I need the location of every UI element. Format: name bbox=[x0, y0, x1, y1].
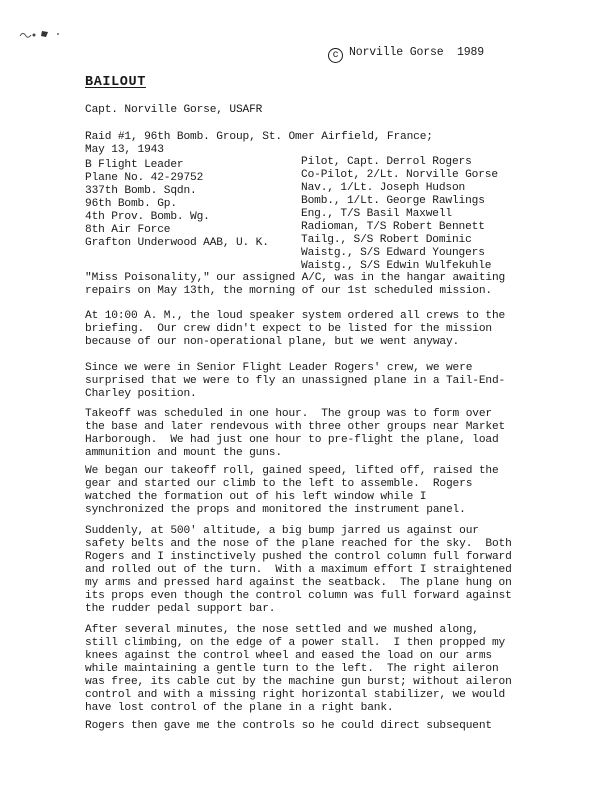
paragraph-8 bbox=[85, 720, 492, 733]
text-line: Rogers and I instinctively pushed the control column full forward bbox=[85, 551, 512, 563]
paragraph-6 bbox=[85, 525, 512, 616]
text-line: watched the formation out of his left window while I bbox=[85, 491, 427, 503]
paragraph-2 bbox=[85, 310, 505, 349]
crew-column bbox=[301, 156, 498, 273]
text-line: gear and started our climb to the left to assemble. Rogers bbox=[85, 478, 473, 490]
unit-line: Plane No. 42-29752 bbox=[85, 172, 204, 184]
scan-smudge-mark bbox=[18, 28, 66, 42]
crew-line: Tailg., S/S Robert Dominic bbox=[301, 234, 472, 246]
crew-line: Co-Pilot, 2/Lt. Norville Gorse bbox=[301, 169, 498, 181]
paragraph-4 bbox=[85, 408, 505, 460]
copyright-text: Norville Gorse 1989 bbox=[349, 46, 485, 59]
crew-line: Waistg., S/S Edwin Wulfekuhle bbox=[301, 260, 492, 272]
text-line: and rolled out of the turn. With a maximum effort I straightened bbox=[85, 564, 512, 576]
text-line: while maintaining a gentle turn to the left. The right aileron bbox=[85, 663, 499, 675]
text-line: have lost control of the plane in a right bank. bbox=[85, 702, 394, 714]
text-line: synchronized the props and monitored the instrument panel. bbox=[85, 504, 466, 516]
text-line: After several minutes, the nose settled and we mushed along, bbox=[85, 624, 479, 636]
unit-line: 8th Air Force bbox=[85, 224, 171, 236]
text-line: Charley position. bbox=[85, 388, 197, 400]
crew-line: Nav., 1/Lt. Joseph Hudson bbox=[301, 182, 466, 194]
text-line: because of our non-operational plane, but we went anyway. bbox=[85, 336, 460, 348]
text-line: repairs on May 13th, the morning of our 1st scheduled mission. bbox=[85, 285, 492, 297]
text-line: Rogers then gave me the controls so he could direct subsequent bbox=[85, 720, 492, 732]
unit-info-column bbox=[85, 159, 269, 250]
crew-line: Radioman, T/S Robert Bennett bbox=[301, 221, 485, 233]
unit-line: 337th Bomb. Sqdn. bbox=[85, 185, 197, 197]
text-line: its props even though the control column was full forward against bbox=[85, 590, 512, 602]
unit-line: 4th Prov. Bomb. Wg. bbox=[85, 211, 210, 223]
author-line: Capt. Norville Gorse, USAFR bbox=[85, 104, 263, 116]
text-line: control and with a missing right horizontal stabilizer, we would bbox=[85, 689, 506, 701]
unit-line: 96th Bomb. Gp. bbox=[85, 198, 177, 210]
unit-line: B Flight Leader bbox=[85, 159, 184, 171]
paragraph-5 bbox=[85, 465, 499, 517]
text-line: was free, its cable cut by the machine gun burst; without aileron bbox=[85, 676, 512, 688]
text-line: safety belts and the nose of the plane reached for the sky. Both bbox=[85, 538, 512, 550]
crew-line: Eng., T/S Basil Maxwell bbox=[301, 208, 452, 220]
text-line: briefing. Our crew didn't expect to be listed for the mission bbox=[85, 323, 492, 335]
text-line: the base and later rendevous with three other groups near Market bbox=[85, 421, 506, 433]
crew-line: Bomb., 1/Lt. George Rawlings bbox=[301, 195, 485, 207]
text-line: "Miss Poisonality," our assigned A/C, was in the hangar awaiting bbox=[85, 272, 506, 284]
copyright-line bbox=[328, 46, 484, 63]
text-line: Takeoff was scheduled in one hour. The group was to form over bbox=[85, 408, 492, 420]
raid-line: Raid #1, 96th Bomb. Group, St. Omer Airfield, France; bbox=[85, 131, 433, 143]
raid-info bbox=[85, 131, 433, 157]
text-line: Suddenly, at 500' altitude, a big bump jarred us against our bbox=[85, 525, 479, 537]
paragraph-1 bbox=[85, 272, 505, 298]
text-line: We began our takeoff roll, gained speed, lifted off, raised the bbox=[85, 465, 499, 477]
copyright-symbol: c bbox=[328, 48, 343, 63]
text-line: Harborough. We had just one hour to pre-flight the plane, load bbox=[85, 434, 499, 446]
text-line: surprised that we were to fly an unassigned plane in a Tail-End- bbox=[85, 375, 506, 387]
text-line: Since we were in Senior Flight Leader Rogers' crew, we were bbox=[85, 362, 473, 374]
text-line: At 10:00 A. M., the loud speaker system ordered all crews to the bbox=[85, 310, 506, 322]
text-line: the rudder pedal support bar. bbox=[85, 603, 276, 615]
paragraph-3 bbox=[85, 362, 505, 401]
unit-line: Grafton Underwood AAB, U. K. bbox=[85, 237, 269, 249]
text-line: my arms and pressed hard against the seatback. The plane hung on bbox=[85, 577, 512, 589]
paragraph-7 bbox=[85, 624, 512, 715]
crew-line: Pilot, Capt. Derrol Rogers bbox=[301, 156, 472, 168]
raid-line: May 13, 1943 bbox=[85, 144, 164, 156]
text-line: still climbing, on the edge of a power stall. I then propped my bbox=[85, 637, 506, 649]
text-line: ammunition and mount the guns. bbox=[85, 447, 282, 459]
text-line: knees against the control wheel and eased the load on our arms bbox=[85, 650, 492, 662]
document-title: BAILOUT bbox=[85, 75, 146, 90]
crew-line: Waistg., S/S Edward Youngers bbox=[301, 247, 485, 259]
